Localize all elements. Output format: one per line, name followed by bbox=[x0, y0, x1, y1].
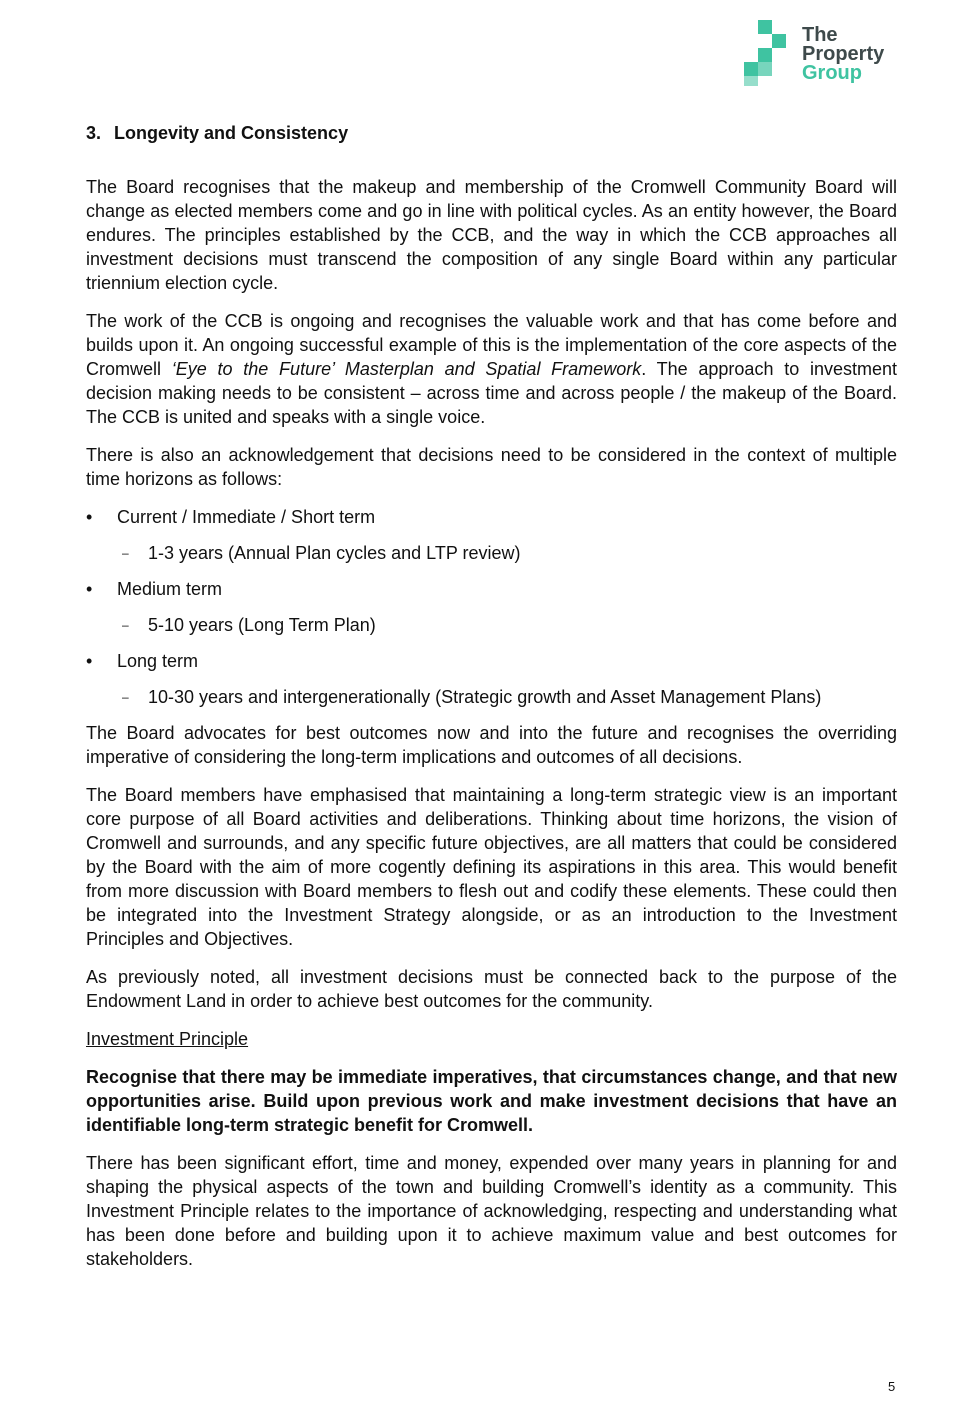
sub-list-item bbox=[86, 541, 897, 565]
logo-text bbox=[802, 26, 884, 83]
logo-mark-icon bbox=[740, 18, 796, 88]
horizon-detail: 10-30 years and intergenerationally (Strategic growth and Asset Management Plans) bbox=[148, 687, 822, 707]
dash-marker: – bbox=[122, 546, 129, 560]
horizon-detail: 1-3 years (Annual Plan cycles and LTP review) bbox=[148, 543, 521, 563]
paragraph-3: There is also an acknowledgement that decisions need to be considered in the context of multiple time horizons as follows: bbox=[86, 445, 897, 489]
bullet-marker: • bbox=[86, 579, 93, 599]
paragraph-6: As previously noted, all investment decisions must be connected back to the purpose of the Endowment Land in order to achieve best outcomes for the community. bbox=[86, 967, 897, 1011]
paragraph-4: The Board advocates for best outcomes now and into the future and recognises the overriding imperative of considering the long-term implications and outcomes of all decisions. bbox=[86, 723, 897, 767]
investment-principle-statement: Recognise that there may be immediate imperatives, that circumstances change, and that new opportunities arise. Build upon previous work and make investment decisions that have an identifiable long-term strategic benefit for Cromwell. bbox=[86, 1067, 897, 1135]
section-heading bbox=[86, 121, 897, 145]
logo-line-1: The bbox=[802, 24, 838, 46]
sub-list-item bbox=[86, 613, 897, 637]
sub-list-item bbox=[86, 685, 897, 709]
horizon-label: Long term bbox=[117, 651, 199, 671]
list-item bbox=[86, 505, 897, 529]
paragraph-2-part-a: The work of the CCB is ongoing and recognises the valuable work and that has come before and builds upon it. An ongoing successful example of this is the implementation of the core aspects of the Cromwell bbox=[86, 311, 897, 379]
bullet-marker: • bbox=[86, 651, 93, 671]
paragraph-7: There has been significant effort, time and money, expended over many years in planning for and shaping the physical aspects of the town and building Cromwell’s identity as a community. This Investment Principle relates to the importance of acknowledging, respecting and understanding what has been done before and building upon it to achieve maximum value and best outcomes for stakeholders. bbox=[86, 1153, 897, 1269]
logo-line-2: Property bbox=[802, 43, 885, 65]
list-item bbox=[86, 649, 897, 673]
dash-marker: – bbox=[122, 618, 129, 632]
section-title: Longevity and Consistency bbox=[114, 123, 349, 143]
bullet-marker: • bbox=[86, 507, 93, 527]
company-logo bbox=[740, 18, 910, 88]
horizon-label: Current / Immediate / Short term bbox=[117, 507, 376, 527]
page-number: 5 bbox=[888, 1379, 896, 1394]
investment-principle-subheading: Investment Principle bbox=[86, 1029, 249, 1049]
paragraph-1: The Board recognises that the makeup and membership of the Cromwell Community Board will change as elected members come and go in line with political cycles. As an entity however, the Board endures. The principles established by the CCB, and the way in which the CCB approaches all investment decisions must transcend the composition of any single Board within any particular triennium election cycle. bbox=[86, 177, 897, 293]
horizon-label: Medium term bbox=[117, 579, 223, 599]
section-number: 3. bbox=[86, 123, 102, 143]
paragraph-5: The Board members have emphasised that maintaining a long-term strategic view is an important core purpose of all Board activities and deliberations. Thinking about time horizons, the vision of Cromwell and surrounds, and any specific future objectives, are all matters that could be considered by the Board with the aim of more cogently defining its aspirations in this area. This would benefit from more discussion with Board members to flesh out and codify these elements. These could then be integrated into the Investment Strategy alongside, or as an introduction to the Investment Principles and Objectives. bbox=[86, 785, 897, 949]
paragraph-2-part-b: . The approach to investment decision making needs to be consistent – across time and across people / the makeup of the Board. The CCB is united and speaks with a single voice. bbox=[86, 359, 897, 427]
document-body bbox=[86, 121, 897, 1285]
logo-line-3: Group bbox=[802, 62, 862, 84]
horizon-detail: 5-10 years (Long Term Plan) bbox=[148, 615, 376, 635]
masterplan-title: ‘Eye to the Future’ Masterplan and Spatial Framework bbox=[171, 359, 642, 379]
list-item bbox=[86, 577, 897, 601]
paragraph-2 bbox=[86, 309, 897, 429]
dash-marker: – bbox=[122, 690, 129, 704]
